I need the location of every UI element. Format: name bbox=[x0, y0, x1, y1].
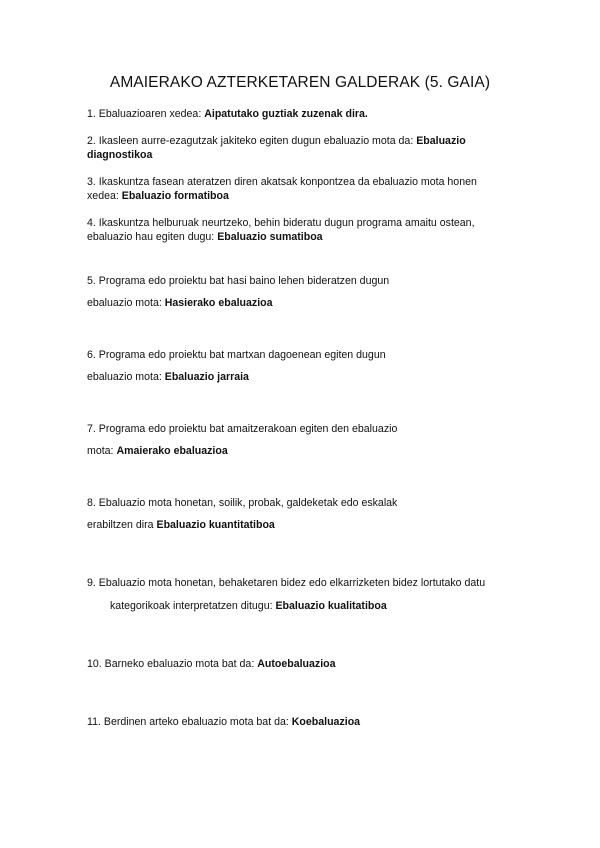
question-text: 6. Programa edo proiektu bat martxan dagoenean egiten dugun bbox=[87, 349, 386, 361]
question-10-line-1 bbox=[87, 658, 336, 671]
question-text: 3. Ikaskuntza fasean ateratzen diren akatsak konpontzea da ebaluazio mota honen bbox=[87, 176, 477, 188]
question-text: erabiltzen dira bbox=[87, 519, 157, 531]
question-7-line-1 bbox=[87, 423, 397, 436]
question-text: ebaluazio hau egiten dugu: bbox=[87, 231, 218, 243]
question-9-line-2 bbox=[110, 600, 387, 613]
question-11-line-1 bbox=[87, 716, 360, 729]
question-answer: Ebaluazio formatiboa bbox=[121, 190, 229, 202]
question-text: xedea: bbox=[87, 190, 122, 202]
question-6-line-1 bbox=[87, 349, 386, 362]
question-answer: Ebaluazio jarraia bbox=[164, 371, 249, 383]
question-text: 7. Programa edo proiektu bat amaitzerakoan egiten den ebaluazio bbox=[87, 423, 398, 435]
question-answer: Amaierako ebaluazioa bbox=[116, 445, 228, 457]
question-answer: Aipatutako guztiak zuzenak dira. bbox=[204, 108, 368, 120]
question-answer: Autoebaluazioa bbox=[257, 658, 336, 670]
question-text: 2. Ikasleen aurre-ezagutzak jakiteko egiten dugun ebaluazio mota da: bbox=[87, 135, 417, 147]
question-text: 5. Programa edo proiektu bat hasi baino lehen bideratzen dugun bbox=[87, 275, 390, 287]
question-text: kategorikoak interpretatzen ditugu: bbox=[110, 600, 276, 612]
question-answer: Koebaluazioa bbox=[291, 716, 361, 728]
question-text: 9. Ebaluazio mota honetan, behaketaren bidez edo elkarrizketen bidez lortutako datu bbox=[87, 577, 486, 589]
question-text: 4. Ikaskuntza helburuak neurtzeko, behin bideratu dugun programa amaitu ostean, bbox=[87, 217, 475, 229]
question-answer: diagnostikoa bbox=[87, 149, 153, 161]
question-text: ebaluazio mota: bbox=[87, 297, 165, 309]
question-2-line-2 bbox=[87, 149, 152, 162]
question-answer: Ebaluazio kuantitatiboa bbox=[156, 519, 275, 531]
question-text: 1. Ebaluazioaren xedea: bbox=[87, 108, 205, 120]
question-1-line-1 bbox=[87, 108, 368, 121]
question-2-line-1 bbox=[87, 135, 466, 148]
question-answer: Ebaluazio kualitatiboa bbox=[275, 600, 387, 612]
question-answer: Ebaluazio bbox=[416, 135, 466, 147]
question-text: 8. Ebaluazio mota honetan, soilik, probak, galdeketak edo eskalak bbox=[87, 497, 398, 509]
question-text: mota: bbox=[87, 445, 117, 457]
question-4-line-1 bbox=[87, 217, 475, 230]
question-text: 11. Berdinen arteko ebaluazio mota bat da: bbox=[87, 716, 292, 728]
question-text: ebaluazio mota: bbox=[87, 371, 165, 383]
question-5-line-2 bbox=[87, 297, 273, 310]
question-answer: Hasierako ebaluazioa bbox=[164, 297, 273, 309]
question-6-line-2 bbox=[87, 371, 249, 384]
question-text: 10. Barneko ebaluazio mota bat da: bbox=[87, 658, 258, 670]
question-5-line-1 bbox=[87, 275, 389, 288]
question-3-line-2 bbox=[87, 190, 229, 203]
question-7-line-2 bbox=[87, 445, 228, 458]
question-4-line-2 bbox=[87, 231, 323, 244]
question-8-line-2 bbox=[87, 519, 275, 532]
question-3-line-1 bbox=[87, 176, 477, 189]
question-9-line-1 bbox=[87, 577, 485, 590]
question-8-line-1 bbox=[87, 497, 397, 510]
question-answer: Ebaluazio sumatiboa bbox=[217, 231, 323, 243]
page-title: AMAIERAKO AZTERKETAREN GALDERAK (5. GAIA) bbox=[109, 74, 491, 91]
